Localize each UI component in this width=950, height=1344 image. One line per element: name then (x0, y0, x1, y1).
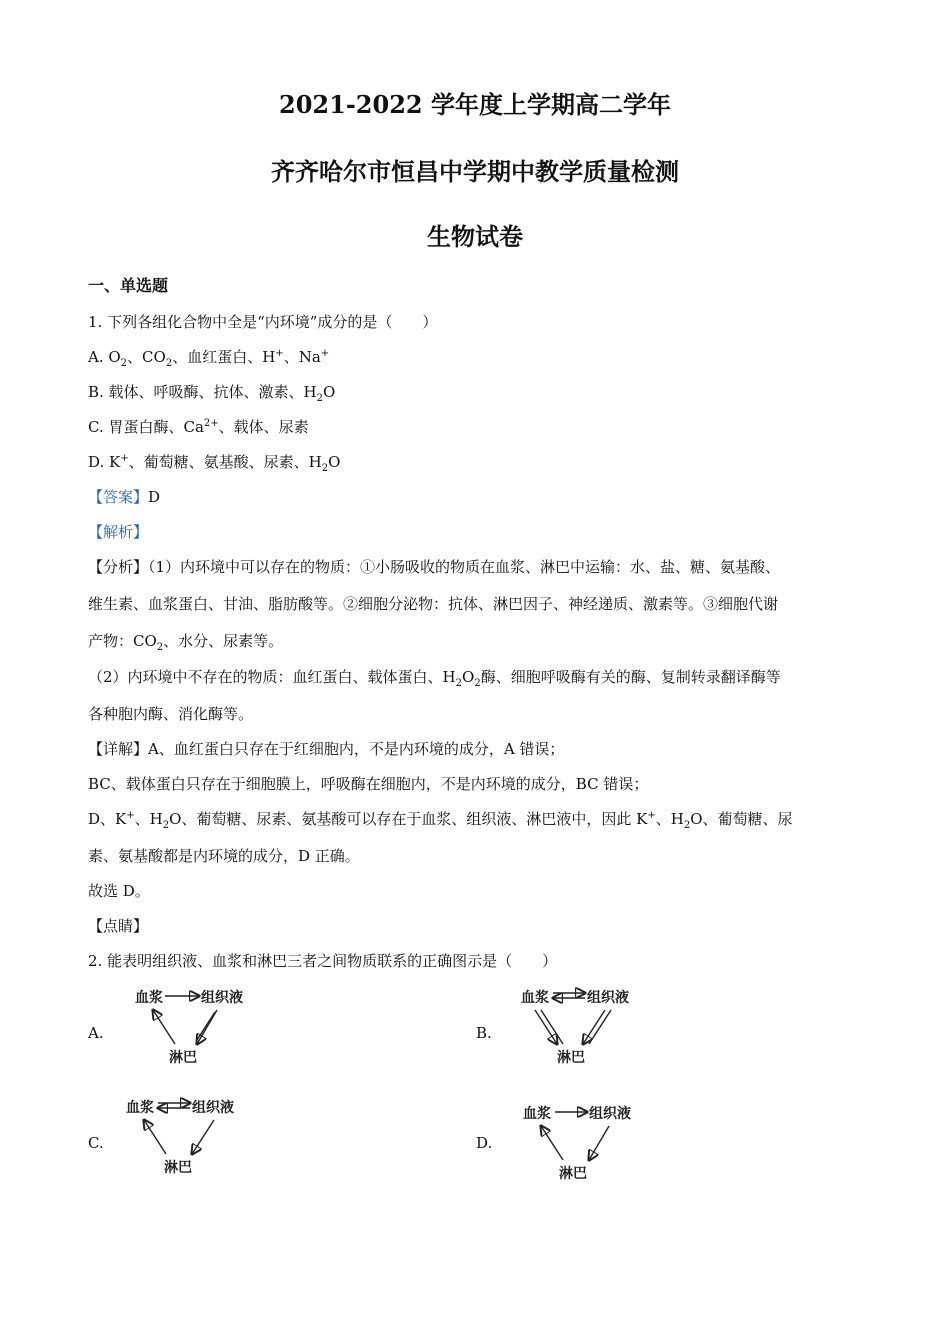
node-plasma: 血浆 (521, 990, 549, 1006)
node-tissue-fluid: 组织液 (192, 1100, 234, 1116)
node-lymph: 淋巴 (164, 1160, 192, 1176)
q2-option-c-label: C. (88, 1134, 104, 1152)
diagram-a (125, 982, 265, 1070)
detail-line-3: D、K+、$H_2O$、葡萄糖、尿素、氨基酸可以存在于血浆、组织液、淋巴液中，因此 K+、$H_2O$、葡萄糖、尿 (88, 810, 793, 831)
q1-option-d: D. K+、葡萄糖、氨基酸、尿素、$H_2O$ (88, 453, 341, 474)
node-tissue-fluid: 组织液 (587, 990, 629, 1006)
q1-option-c: C. 胃蛋白酶、$Ca^{2+}$、载体、尿素 (88, 418, 309, 436)
analysis-line-5: 各种胞内酶、消化酶等。 (88, 705, 254, 723)
node-lymph: 淋巴 (559, 1166, 587, 1182)
node-plasma: 血浆 (523, 1106, 551, 1122)
diagram-b (515, 982, 655, 1070)
q1-analysis-tag: 【解析】 (88, 523, 149, 541)
q1-option-a: A. $O_2$、$CO_2$、血红蛋白、H+、Na+ (88, 348, 330, 369)
analysis-line-2: 维生素、血浆蛋白、甘油、脂肪酸等。②细胞分泌物：抗体、淋巴因子、神经递质、激素等。③细胞代谢 (88, 595, 779, 613)
title-line-3: 生物试卷 (427, 222, 523, 251)
detail-line-2: BC、载体蛋白只存在于细胞膜上，呼吸酶在细胞内，不是内环境的成分，BC 错误； (88, 775, 649, 793)
analysis-line-4: （2）内环境中不存在的物质：血红蛋白、载体蛋白、$H_2O_2$酶、细胞呼吸酶有关的酶、复制转录翻译酶等 (88, 668, 781, 689)
node-lymph: 淋巴 (557, 1050, 585, 1066)
diagram-c (120, 1092, 260, 1180)
q2-stem: 2. 能表明组织液、血浆和淋巴三者之间物质联系的正确图示是（ ） (88, 952, 558, 970)
q2-option-d-label: D. (476, 1134, 493, 1152)
q1-option-b: B. 载体、呼吸酶、抗体、激素、$H_2O$ (88, 383, 336, 404)
q2-option-b-label: B. (476, 1024, 492, 1042)
comment-tag: 【点睛】 (88, 917, 149, 935)
node-tissue-fluid: 组织液 (589, 1106, 631, 1122)
detail-line-4: 素、氨基酸都是内环境的成分，D 正确。 (88, 847, 360, 865)
title-line-2: 齐齐哈尔市恒昌中学期中教学质量检测 (271, 157, 679, 186)
choose-line: 故选 D。 (88, 882, 150, 900)
node-plasma: 血浆 (135, 990, 163, 1006)
q2-option-a-label: A. (88, 1024, 104, 1042)
section-heading: 一、单选题 (88, 276, 169, 295)
title-line-1: 2021-2022 学年度上学期高二学年 (279, 90, 671, 119)
node-plasma: 血浆 (126, 1100, 154, 1116)
answer-tag: 【答案】 (88, 488, 149, 506)
node-tissue-fluid: 组织液 (201, 990, 243, 1006)
q1-stem: 1. 下列各组化合物中全是“内环境”成分的是（ ） (88, 313, 438, 331)
detail-line-1: 【详解】A、血红蛋白只存在于红细胞内，不是内环境的成分，A 错误； (88, 740, 565, 758)
node-lymph: 淋巴 (169, 1050, 197, 1066)
diagram-d (515, 1098, 655, 1186)
analysis-line-3: 产物：$CO_2$、水分、尿素等。 (88, 632, 284, 653)
q1-answer: 【答案】D (88, 488, 161, 506)
analysis-line-1: 【分析】（1）内环境中可以存在的物质：①小肠吸收的物质在血浆、淋巴中运输：水、盐、糖、氨基酸、 (88, 558, 781, 576)
